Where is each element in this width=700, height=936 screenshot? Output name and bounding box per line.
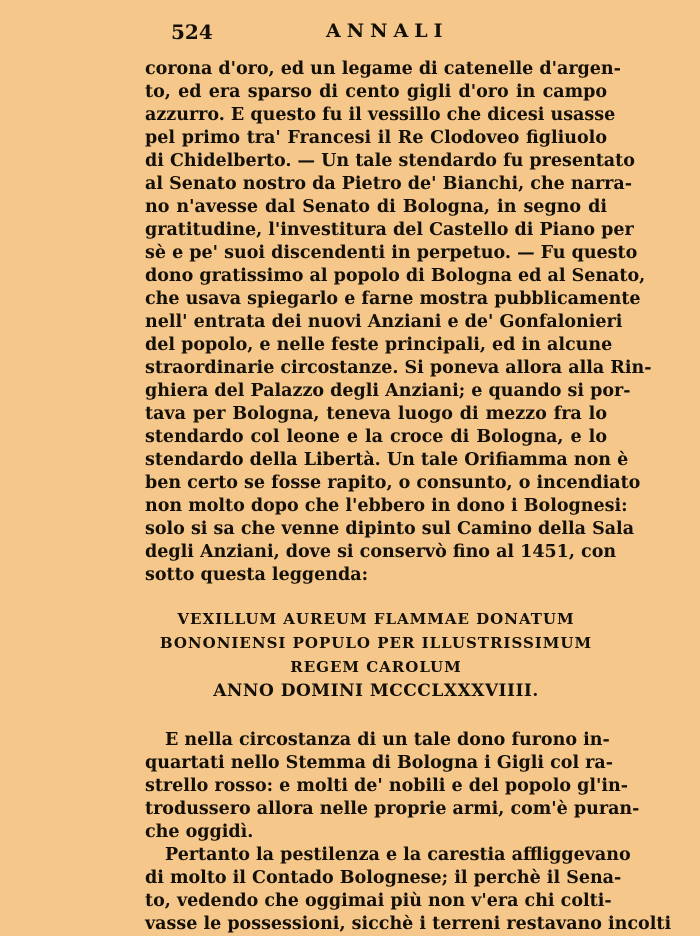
text-line: sotto questa leggenda: [145, 565, 369, 585]
text-line: gratitudine, l'investitura del Castello di Piano per [145, 220, 634, 240]
text-line: tava per Bologna, teneva luogo di mezzo fra lo [145, 404, 607, 424]
text-line: strello rosso: e molti de' nobili e del popolo gl'in- [145, 776, 628, 796]
text-line: corona d'oro, ed un legame di catenelle d'argen- [145, 59, 621, 79]
text-line: dono gratissimo al popolo di Bologna ed al Senato, [145, 266, 646, 286]
text-line: trodussero allora nelle proprie armi, com'è puran- [145, 799, 640, 819]
text-line: nell' entrata dei nuovi Anziani e de' Gonfalonieri [145, 312, 623, 332]
text-line: stendardo della Libertà. Un tale Orifiamma non è [145, 450, 629, 470]
inscription-line: VEXILLUM AUREUM FLAMMAE DONATUM [177, 610, 575, 628]
text-line: del popolo, e nelle feste principali, ed in alcune [145, 335, 613, 355]
text-line: di molto il Contado Bolognese; il perchè il Sena- [145, 868, 622, 888]
text-line: azzurro. E questo fu il vessillo che dicesi usasse [145, 105, 616, 125]
text-line: che oggidì. [145, 822, 254, 842]
text-line: che usava spiegarlo e farne mostra pubblicamente [145, 289, 641, 309]
inscription-line: ANNO DOMINI MCCCLXXXVIIII. [213, 681, 539, 701]
text-line: to, ed era sparso di cento gigli d'oro in campo [145, 82, 607, 102]
text-line: quartati nello Stemma di Bologna i Gigli col ra- [145, 753, 614, 773]
text-line: non molto dopo che l'ebbero in dono i Bolognesi: [145, 496, 628, 516]
inscription-line: BONONIENSI POPULO PER ILLUSTRISSIMUM [159, 634, 593, 652]
text-line: stendardo col leone e la croce di Bologna, e lo [145, 427, 607, 447]
text-line: to, vedendo che oggimai più non v'era chi colti- [145, 891, 612, 911]
text-line: al Senato nostro da Pietro de' Bianchi, che narra- [145, 174, 633, 194]
text-line: di Chidelberto. — Un tale stendardo fu presentato [145, 151, 635, 171]
text-line: straordinarie circostanze. Si poneva allora alla Rin- [145, 358, 652, 378]
text-line: vasse le possessioni, sicchè i terreni restavano incolti [145, 914, 672, 934]
text-line: ben certo se fosse rapito, o consunto, o incendiato [145, 473, 641, 493]
text-line: degli Anziani, dove si conservò fino al 1451, con [145, 542, 617, 562]
text-line: ghiera del Palazzo degli Anziani; e quando si por- [145, 381, 631, 401]
page-header [0, 20, 700, 48]
inscription-line: REGEM CAROLUM [290, 658, 462, 676]
page-number: 524 [171, 20, 213, 44]
text-line: sè e pe' suoi discendenti in perpetuo. — Fu questo [145, 243, 638, 263]
text-line: no n'avesse dal Senato di Bologna, in segno di [145, 197, 607, 217]
text-line: solo si sa che venne dipinto sul Camino della Sala [145, 519, 635, 539]
text-line: E nella circostanza di un tale dono furono in- [165, 730, 610, 750]
running-title: ANNALI [326, 20, 449, 42]
text-line: pel primo tra' Francesi il Re Clodoveo figliuolo [145, 128, 607, 148]
text-line: Pertanto la pestilenza e la carestia affliggevano [165, 845, 631, 865]
